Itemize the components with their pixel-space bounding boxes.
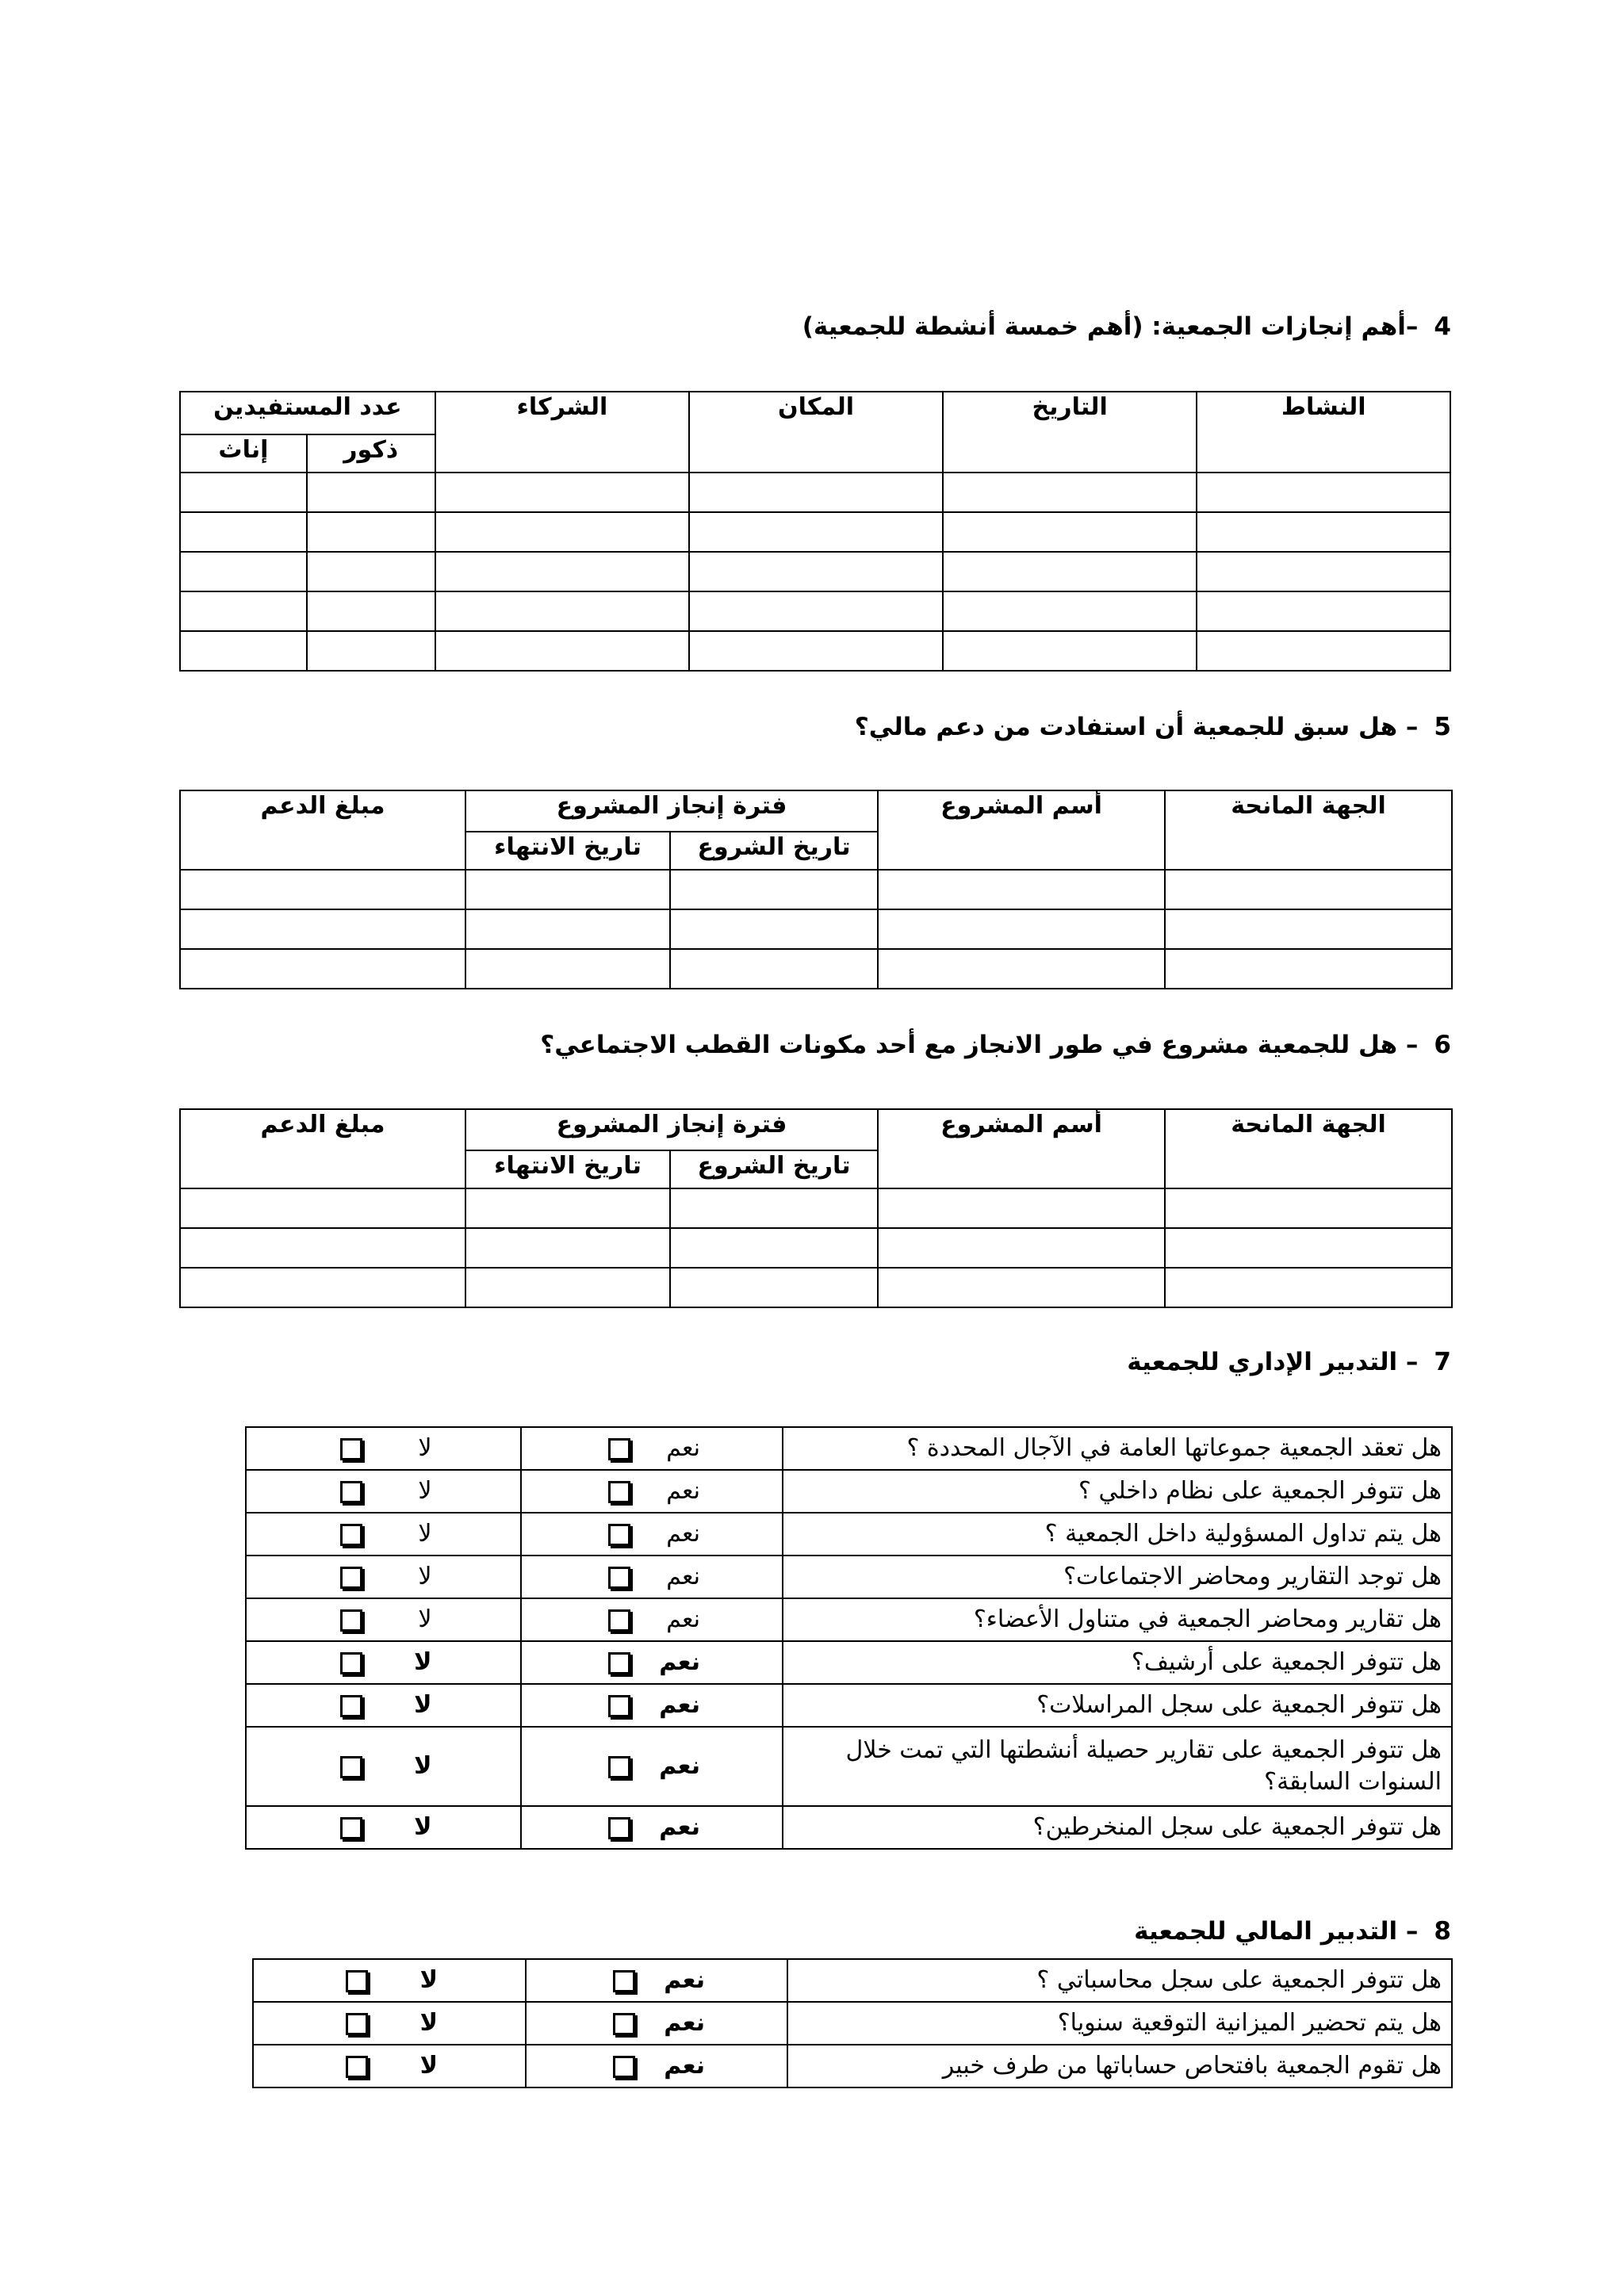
yes-option (521, 1684, 783, 1727)
table-cell[interactable] (878, 1228, 1165, 1268)
question-row (246, 1684, 1452, 1727)
yes-checkbox[interactable] (608, 1609, 630, 1632)
yes-option (521, 1513, 783, 1556)
table-cell[interactable] (180, 552, 307, 591)
yes-option (521, 1556, 783, 1598)
table-cell[interactable] (180, 473, 307, 512)
table-cell[interactable] (1165, 1268, 1452, 1307)
yes-label: نعم (659, 1691, 700, 1719)
table-cell[interactable] (465, 1228, 670, 1268)
yes-label: نعم (666, 1605, 700, 1633)
question-text: هل تتوفر الجمعية على سجل المنخرطين؟ (783, 1806, 1452, 1849)
question-text: هل توجد التقارير ومحاضر الاجتماعات؟ (783, 1556, 1452, 1598)
header-amount: مبلغ الدعم (180, 1109, 465, 1188)
table-cell[interactable] (1197, 473, 1450, 512)
section-4-title: –أهم إنجازات الجمعية: (أهم خمسة أنشطة للجمعية) (802, 312, 1419, 341)
question-row (246, 1806, 1452, 1849)
section-6-heading (540, 1029, 1451, 1061)
question-row (246, 1556, 1452, 1598)
header-beneficiaries: عدد المستفيدين (180, 392, 435, 434)
section-8-heading (1134, 1915, 1451, 1947)
no-label: لا (414, 1691, 432, 1719)
no-label: لا (418, 1434, 432, 1462)
header-place: المكان (689, 392, 943, 473)
current-project-table (179, 1108, 1453, 1308)
yes-checkbox[interactable] (608, 1652, 630, 1674)
header-period: فترة إنجاز المشروع (465, 790, 878, 832)
yes-checkbox[interactable] (613, 2056, 635, 2078)
table-cell[interactable] (180, 591, 307, 631)
yes-checkbox[interactable] (608, 1481, 630, 1503)
table-row (180, 1188, 1452, 1228)
table-cell[interactable] (1197, 552, 1450, 591)
no-checkbox[interactable] (346, 2013, 368, 2035)
table-cell[interactable] (307, 473, 435, 512)
question-row (246, 1470, 1452, 1513)
yes-option (526, 1959, 787, 2002)
financial-support-table (179, 790, 1453, 989)
table-row (180, 1228, 1452, 1268)
no-checkbox[interactable] (340, 1438, 362, 1460)
table-cell[interactable] (465, 870, 670, 909)
table-cell[interactable] (465, 1268, 670, 1307)
header-end-date: تاريخ الانتهاء (465, 1150, 670, 1188)
table-cell[interactable] (1165, 1228, 1452, 1268)
yes-label: نعم (664, 2052, 705, 2080)
no-option (246, 1598, 521, 1641)
question-row (246, 1727, 1452, 1806)
no-checkbox[interactable] (340, 1524, 362, 1546)
no-option (246, 1806, 521, 1849)
table-cell[interactable] (1165, 909, 1452, 949)
table-cell[interactable] (943, 591, 1197, 631)
question-text: هل تتوفر الجمعية على تقارير حصيلة أنشطتها التي تمت خلال السنوات السابقة؟ (783, 1727, 1452, 1806)
section-7-heading (1127, 1346, 1451, 1378)
table-row (180, 870, 1452, 909)
question-row (246, 1598, 1452, 1641)
yes-option (526, 2045, 787, 2087)
header-donor: الجهة المانحة (1165, 1109, 1452, 1188)
yes-checkbox[interactable] (608, 1756, 630, 1778)
no-option (246, 1727, 521, 1806)
no-label: لا (419, 2009, 438, 2037)
table-cell[interactable] (943, 512, 1197, 552)
table-cell[interactable] (307, 552, 435, 591)
yes-label: نعم (659, 1813, 700, 1841)
table-row (180, 949, 1452, 989)
yes-option (521, 1598, 783, 1641)
table-cell[interactable] (1165, 870, 1452, 909)
table-cell[interactable] (689, 473, 943, 512)
no-label: لا (418, 1520, 432, 1548)
table-cell[interactable] (180, 631, 307, 671)
table-row (180, 473, 1450, 512)
yes-checkbox[interactable] (608, 1438, 630, 1460)
no-label: لا (418, 1605, 432, 1633)
question-row (246, 1513, 1452, 1556)
table-cell[interactable] (435, 552, 690, 591)
table-row (180, 1268, 1452, 1307)
header-project-name: أسم المشروع (878, 790, 1165, 870)
header-project-name: أسم المشروع (878, 1109, 1165, 1188)
question-row (246, 1427, 1452, 1470)
yes-option (526, 2002, 787, 2045)
no-option (246, 1556, 521, 1598)
section-5-title: – هل سبق للجمعية أن استفادت من دعم مالي؟ (854, 713, 1419, 741)
no-checkbox[interactable] (340, 1652, 362, 1674)
question-text: هل تتوفر الجمعية على سجل المراسلات؟ (783, 1684, 1452, 1727)
question-row (253, 2045, 1452, 2087)
no-label: لا (414, 1648, 432, 1676)
section-8-number: 8 (1434, 1917, 1451, 1946)
table-cell[interactable] (435, 512, 690, 552)
table-cell[interactable] (180, 909, 465, 949)
yes-label: نعم (666, 1477, 700, 1505)
no-label: لا (414, 1752, 432, 1780)
no-option (246, 1641, 521, 1684)
question-text: هل يتم تداول المسؤولية داخل الجمعية ؟ (783, 1513, 1452, 1556)
no-checkbox[interactable] (340, 1481, 362, 1503)
section-4-number: 4 (1434, 312, 1451, 341)
section-5-heading (855, 711, 1451, 743)
table-cell[interactable] (878, 1188, 1165, 1228)
financial-management-table (252, 1958, 1453, 2088)
no-label: لا (419, 2052, 438, 2080)
table-cell[interactable] (670, 949, 878, 989)
table-cell[interactable] (689, 512, 943, 552)
table-cell[interactable] (180, 870, 465, 909)
no-option (246, 1684, 521, 1727)
yes-label: نعم (659, 1648, 700, 1676)
question-row (253, 1959, 1452, 2002)
no-checkbox[interactable] (340, 1567, 362, 1589)
table-cell[interactable] (670, 1268, 878, 1307)
header-period: فترة إنجاز المشروع (465, 1109, 878, 1150)
no-option (246, 1427, 521, 1470)
header-females: إناث (180, 434, 307, 473)
section-4-heading (802, 311, 1451, 342)
no-checkbox[interactable] (340, 1695, 362, 1717)
no-option (253, 1959, 526, 2002)
table-cell[interactable] (307, 591, 435, 631)
table-cell[interactable] (180, 512, 307, 552)
header-activity: النشاط (1197, 392, 1450, 473)
yes-checkbox[interactable] (608, 1524, 630, 1546)
table-row (180, 512, 1450, 552)
table-cell[interactable] (435, 473, 690, 512)
table-cell[interactable] (435, 591, 690, 631)
yes-label: نعم (664, 2009, 705, 2037)
section-5-number: 5 (1434, 713, 1451, 741)
table-cell[interactable] (689, 631, 943, 671)
no-checkbox[interactable] (340, 1817, 362, 1839)
table-cell[interactable] (943, 473, 1197, 512)
table-cell[interactable] (180, 1228, 465, 1268)
no-option (253, 2002, 526, 2045)
no-option (246, 1470, 521, 1513)
table-cell[interactable] (943, 631, 1197, 671)
yes-label: نعم (666, 1563, 700, 1590)
header-start-date: تاريخ الشروع (670, 1150, 878, 1188)
table-cell[interactable] (465, 1188, 670, 1228)
header-date: التاريخ (943, 392, 1197, 473)
no-checkbox[interactable] (340, 1609, 362, 1632)
no-label: لا (414, 1813, 432, 1841)
table-row (180, 591, 1450, 631)
section-7-title: – التدبير الإداري للجمعية (1127, 1348, 1419, 1376)
table-cell[interactable] (1197, 512, 1450, 552)
section-7-number: 7 (1434, 1348, 1451, 1376)
yes-option (521, 1427, 783, 1470)
question-text: هل تقارير ومحاضر الجمعية في متناول الأعضاء؟ (783, 1598, 1452, 1641)
table-cell[interactable] (1197, 591, 1450, 631)
table-cell[interactable] (689, 552, 943, 591)
question-row (253, 2002, 1452, 2045)
question-text: هل تتوفر الجمعية على سجل محاسباتي ؟ (787, 1959, 1452, 2002)
table-row (180, 631, 1450, 671)
table-cell[interactable] (180, 1188, 465, 1228)
section-6-number: 6 (1434, 1031, 1451, 1059)
table-cell[interactable] (878, 1268, 1165, 1307)
yes-option (521, 1806, 783, 1849)
header-donor: الجهة المانحة (1165, 790, 1452, 870)
question-text: هل تتوفر الجمعية على نظام داخلي ؟ (783, 1470, 1452, 1513)
yes-checkbox[interactable] (608, 1695, 630, 1717)
section-6-title: – هل للجمعية مشروع في طور الانجاز مع أحد مكونات القطب الاجتماعي؟ (540, 1031, 1419, 1059)
question-text: هل تعقد الجمعية جموعاتها العامة في الآجال المحددة ؟ (783, 1427, 1452, 1470)
achievements-table (179, 391, 1451, 672)
yes-option (521, 1470, 783, 1513)
yes-checkbox[interactable] (613, 1970, 635, 1992)
no-label: لا (418, 1477, 432, 1505)
table-cell[interactable] (1197, 631, 1450, 671)
administrative-management-table (245, 1426, 1453, 1850)
no-label: لا (419, 1966, 438, 1994)
header-start-date: تاريخ الشروع (670, 832, 878, 870)
table-cell[interactable] (878, 909, 1165, 949)
table-cell[interactable] (878, 870, 1165, 909)
table-cell[interactable] (670, 1228, 878, 1268)
table-cell[interactable] (878, 949, 1165, 989)
table-cell[interactable] (465, 949, 670, 989)
no-option (253, 2045, 526, 2087)
yes-checkbox[interactable] (608, 1567, 630, 1589)
table-row (180, 909, 1452, 949)
question-text: هل تتوفر الجمعية على أرشيف؟ (783, 1641, 1452, 1684)
section-8-title: – التدبير المالي للجمعية (1134, 1917, 1419, 1946)
question-text: هل تقوم الجمعية بافتحاص حساباتها من طرف خبير (787, 2045, 1452, 2087)
table-cell[interactable] (689, 591, 943, 631)
table-cell[interactable] (670, 1188, 878, 1228)
no-checkbox[interactable] (346, 1970, 368, 1992)
yes-label: نعم (666, 1520, 700, 1548)
table-cell[interactable] (180, 949, 465, 989)
yes-option (521, 1641, 783, 1684)
yes-checkbox[interactable] (608, 1817, 630, 1839)
header-amount: مبلغ الدعم (180, 790, 465, 870)
header-end-date: تاريخ الانتهاء (465, 832, 670, 870)
table-cell[interactable] (465, 909, 670, 949)
table-cell[interactable] (435, 631, 690, 671)
question-row (246, 1641, 1452, 1684)
table-cell[interactable] (1165, 1188, 1452, 1228)
yes-label: نعم (666, 1434, 700, 1462)
table-cell[interactable] (307, 512, 435, 552)
no-checkbox[interactable] (346, 2056, 368, 2078)
table-cell[interactable] (670, 909, 878, 949)
table-cell[interactable] (180, 1268, 465, 1307)
no-option (246, 1513, 521, 1556)
question-text: هل يتم تحضير الميزانية التوقعية سنويا؟ (787, 2002, 1452, 2045)
yes-checkbox[interactable] (613, 2013, 635, 2035)
yes-option (521, 1727, 783, 1806)
table-cell[interactable] (307, 631, 435, 671)
table-cell[interactable] (670, 870, 878, 909)
yes-label: نعم (664, 1966, 705, 1994)
no-checkbox[interactable] (340, 1756, 362, 1778)
table-cell[interactable] (1165, 949, 1452, 989)
table-cell[interactable] (943, 552, 1197, 591)
header-males: ذكور (307, 434, 435, 473)
no-label: لا (418, 1563, 432, 1590)
table-row (180, 552, 1450, 591)
header-partners: الشركاء (435, 392, 690, 473)
yes-label: نعم (659, 1752, 700, 1780)
